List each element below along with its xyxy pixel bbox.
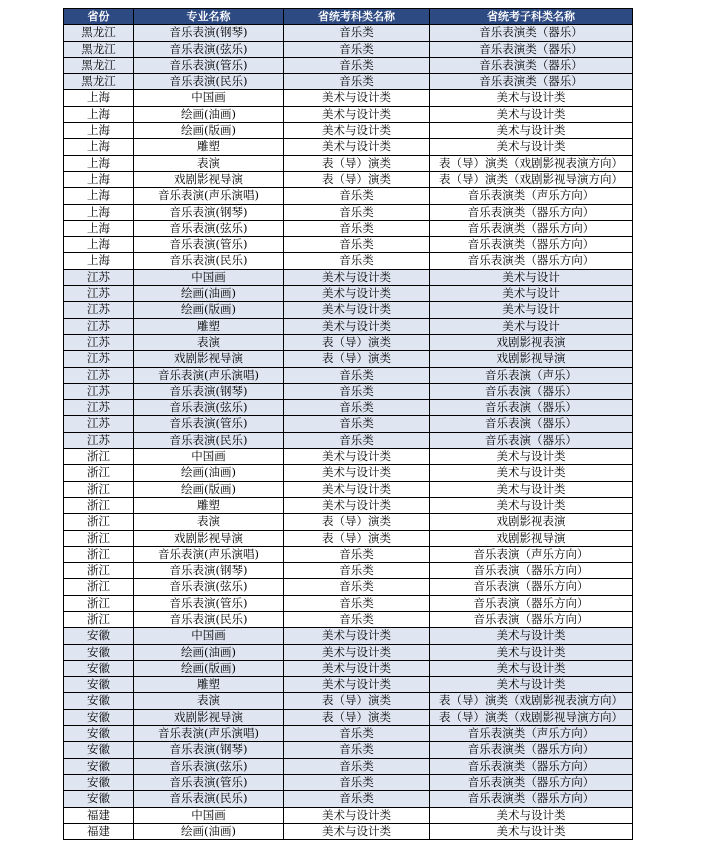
cell-exam-subcategory[interactable]: 美术与设计类 [430,497,633,513]
cell-exam-category[interactable]: 音乐类 [284,546,430,562]
cell-major[interactable]: 雕塑 [134,318,284,334]
table-row [64,563,633,579]
cell-major[interactable]: 音乐表演(声乐演唱) [134,367,284,383]
cell-major[interactable]: 绘画(油画) [134,106,284,122]
cell-exam-subcategory[interactable]: 美术与设计类 [430,139,633,155]
cell-major[interactable]: 音乐表演(声乐演唱) [134,546,284,562]
cell-exam-subcategory[interactable]: 美术与设计类 [430,677,633,693]
cell-exam-subcategory[interactable]: 音乐表演类（器乐方向） [430,758,633,774]
table-row [64,726,633,742]
cell-exam-category[interactable]: 美术与设计类 [284,318,430,334]
cell-province[interactable]: 黑龙江 [64,74,134,90]
cell-exam-subcategory[interactable]: 美术与设计类 [430,644,633,660]
header-row [64,9,633,25]
cell-exam-subcategory[interactable]: 音乐表演类（器乐） [430,41,633,57]
table-row [64,139,633,155]
cell-province[interactable]: 浙江 [64,497,134,513]
cell-exam-category[interactable]: 美术与设计类 [284,481,430,497]
table-row [64,171,633,187]
cell-major[interactable]: 绘画(版画) [134,660,284,676]
cell-province[interactable]: 江苏 [64,383,134,399]
table-row [64,546,633,562]
cell-exam-category[interactable]: 美术与设计类 [284,465,430,481]
cell-exam-category[interactable]: 音乐类 [284,41,430,57]
header-major[interactable]: 专业名称 [134,9,284,25]
table-row [64,351,633,367]
cell-exam-category[interactable]: 音乐类 [284,416,430,432]
cell-exam-subcategory[interactable]: 表（导）演类（戏剧影视表演方向） [430,155,633,171]
cell-exam-subcategory[interactable]: 戏剧影视表演 [430,334,633,350]
table-row [64,758,633,774]
cell-exam-category[interactable]: 美术与设计类 [284,823,430,839]
cell-major[interactable]: 绘画(油画) [134,823,284,839]
cell-exam-category[interactable]: 表（导）演类 [284,334,430,350]
cell-province[interactable]: 浙江 [64,514,134,530]
table-row [64,269,633,285]
cell-exam-subcategory[interactable]: 音乐表演（器乐） [430,400,633,416]
table-row [64,709,633,725]
cell-province[interactable]: 浙江 [64,611,134,627]
cell-major[interactable]: 表演 [134,155,284,171]
cell-major[interactable]: 表演 [134,693,284,709]
cell-exam-category[interactable]: 表（导）演类 [284,351,430,367]
cell-province[interactable]: 浙江 [64,546,134,562]
spreadsheet-table [63,8,633,840]
cell-exam-subcategory[interactable]: 美术与设计类 [430,660,633,676]
cell-exam-category[interactable]: 音乐类 [284,188,430,204]
cell-exam-subcategory[interactable]: 音乐表演类（器乐方向） [430,742,633,758]
cell-exam-subcategory[interactable]: 表（导）演类（戏剧影视导演方向） [430,171,633,187]
cell-exam-category[interactable]: 音乐类 [284,758,430,774]
cell-exam-subcategory[interactable]: 音乐表演（器乐方向） [430,579,633,595]
cell-major[interactable]: 音乐表演(钢琴) [134,25,284,41]
table-row [64,660,633,676]
cell-exam-subcategory[interactable]: 音乐表演（声乐方向） [430,546,633,562]
cell-exam-category[interactable]: 美术与设计类 [284,497,430,513]
cell-exam-subcategory[interactable]: 音乐表演（器乐方向） [430,611,633,627]
table-row [64,514,633,530]
cell-major[interactable]: 音乐表演(弦乐) [134,579,284,595]
cell-province[interactable]: 安徽 [64,774,134,790]
cell-major[interactable]: 雕塑 [134,139,284,155]
cell-exam-category[interactable]: 音乐类 [284,400,430,416]
cell-major[interactable]: 戏剧影视导演 [134,530,284,546]
cell-exam-subcategory[interactable]: 音乐表演类（器乐方向） [430,220,633,236]
cell-exam-category[interactable]: 表（导）演类 [284,171,430,187]
table-row [64,123,633,139]
cell-major[interactable]: 绘画(油画) [134,644,284,660]
table-row [64,628,633,644]
cell-major[interactable]: 音乐表演(民乐) [134,74,284,90]
cell-province[interactable]: 黑龙江 [64,57,134,73]
cell-exam-category[interactable]: 表（导）演类 [284,693,430,709]
cell-major[interactable]: 绘画(版画) [134,481,284,497]
cell-exam-category[interactable]: 音乐类 [284,726,430,742]
cell-province[interactable]: 江苏 [64,367,134,383]
cell-exam-subcategory[interactable]: 音乐表演类（器乐） [430,74,633,90]
table-row [64,807,633,823]
cell-exam-subcategory[interactable]: 音乐表演类（器乐） [430,25,633,41]
cell-province[interactable]: 上海 [64,171,134,187]
cell-exam-category[interactable]: 音乐类 [284,563,430,579]
cell-province[interactable]: 江苏 [64,351,134,367]
cell-major[interactable]: 音乐表演(民乐) [134,611,284,627]
cell-exam-category[interactable]: 美术与设计类 [284,644,430,660]
cell-exam-subcategory[interactable]: 音乐表演类（声乐方向） [430,726,633,742]
cell-province[interactable]: 江苏 [64,302,134,318]
cell-major[interactable]: 音乐表演(民乐) [134,432,284,448]
table-row [64,204,633,220]
cell-exam-category[interactable]: 美术与设计类 [284,139,430,155]
table-row [64,334,633,350]
cell-exam-category[interactable]: 表（导）演类 [284,530,430,546]
cell-major[interactable]: 音乐表演(弦乐) [134,41,284,57]
cell-province[interactable]: 江苏 [64,334,134,350]
table-row [64,41,633,57]
cell-major[interactable]: 雕塑 [134,497,284,513]
table-row [64,106,633,122]
cell-exam-subcategory[interactable]: 美术与设计类 [430,823,633,839]
table-row [64,677,633,693]
cell-major[interactable]: 音乐表演(钢琴) [134,563,284,579]
cell-major[interactable]: 戏剧影视导演 [134,351,284,367]
cell-exam-subcategory[interactable]: 美术与设计类 [430,628,633,644]
cell-exam-category[interactable]: 音乐类 [284,742,430,758]
cell-major[interactable]: 音乐表演(管乐) [134,416,284,432]
table-row [64,253,633,269]
table-row [64,74,633,90]
cell-exam-category[interactable]: 音乐类 [284,579,430,595]
cell-province[interactable]: 江苏 [64,286,134,302]
table-row [64,220,633,236]
table-row [64,57,633,73]
cell-exam-category[interactable]: 音乐类 [284,25,430,41]
cell-exam-category[interactable]: 音乐类 [284,383,430,399]
cell-major[interactable]: 戏剧影视导演 [134,709,284,725]
cell-province[interactable]: 上海 [64,253,134,269]
cell-exam-category[interactable]: 美术与设计类 [284,106,430,122]
cell-exam-subcategory[interactable]: 表（导）演类（戏剧影视导演方向） [430,709,633,725]
cell-major[interactable]: 中国画 [134,90,284,106]
cell-exam-subcategory[interactable]: 表（导）演类（戏剧影视表演方向） [430,693,633,709]
cell-major[interactable]: 中国画 [134,449,284,465]
cell-exam-category[interactable]: 美术与设计类 [284,677,430,693]
cell-major[interactable]: 绘画(版画) [134,302,284,318]
cell-province[interactable]: 上海 [64,155,134,171]
cell-exam-category[interactable]: 音乐类 [284,774,430,790]
cell-major[interactable]: 音乐表演(管乐) [134,57,284,73]
cell-exam-subcategory[interactable]: 美术与设计 [430,302,633,318]
table-row [64,693,633,709]
cell-major[interactable]: 绘画(版画) [134,123,284,139]
cell-exam-category[interactable]: 表（导）演类 [284,155,430,171]
table-row [64,611,633,627]
cell-major[interactable]: 音乐表演(管乐) [134,595,284,611]
cell-exam-subcategory[interactable]: 美术与设计类 [430,465,633,481]
cell-province[interactable]: 安徽 [64,660,134,676]
cell-exam-category[interactable]: 表（导）演类 [284,709,430,725]
cell-exam-category[interactable]: 音乐类 [284,204,430,220]
cell-exam-category[interactable]: 音乐类 [284,432,430,448]
table-row [64,286,633,302]
table-row [64,90,633,106]
cell-major[interactable]: 音乐表演(声乐演唱) [134,726,284,742]
table-row [64,155,633,171]
table-row [64,416,633,432]
cell-exam-subcategory[interactable]: 美术与设计 [430,286,633,302]
cell-province[interactable]: 浙江 [64,563,134,579]
cell-exam-subcategory[interactable]: 音乐表演类（器乐方向） [430,204,633,220]
cell-major[interactable]: 音乐表演(弦乐) [134,220,284,236]
header-exam-category[interactable]: 省统考科类名称 [284,9,430,25]
cell-province[interactable]: 安徽 [64,693,134,709]
table-row [64,742,633,758]
header-exam-subcategory[interactable]: 省统考子科类名称 [430,9,633,25]
cell-exam-subcategory[interactable]: 美术与设计类 [430,106,633,122]
cell-province[interactable]: 浙江 [64,481,134,497]
cell-province[interactable]: 浙江 [64,449,134,465]
cell-exam-category[interactable]: 美术与设计类 [284,302,430,318]
header-province[interactable]: 省份 [64,9,134,25]
cell-province[interactable]: 安徽 [64,644,134,660]
cell-major[interactable]: 绘画(油画) [134,465,284,481]
cell-province[interactable]: 上海 [64,204,134,220]
cell-province[interactable]: 浙江 [64,530,134,546]
cell-major[interactable]: 中国画 [134,807,284,823]
cell-province[interactable]: 浙江 [64,465,134,481]
cell-exam-subcategory[interactable]: 音乐表演（器乐） [430,432,633,448]
cell-major[interactable]: 雕塑 [134,677,284,693]
table-row [64,302,633,318]
cell-exam-subcategory[interactable]: 音乐表演（器乐方向） [430,563,633,579]
table-row [64,400,633,416]
table-row [64,465,633,481]
cell-major[interactable]: 音乐表演(弦乐) [134,400,284,416]
cell-exam-subcategory[interactable]: 音乐表演类（器乐方向） [430,253,633,269]
cell-major[interactable]: 音乐表演(钢琴) [134,204,284,220]
cell-province[interactable]: 安徽 [64,791,134,807]
cell-exam-category[interactable]: 音乐类 [284,220,430,236]
cell-province[interactable]: 上海 [64,237,134,253]
cell-province[interactable]: 浙江 [64,579,134,595]
cell-exam-category[interactable]: 美术与设计类 [284,286,430,302]
cell-exam-category[interactable]: 音乐类 [284,611,430,627]
table-row [64,237,633,253]
cell-exam-category[interactable]: 美术与设计类 [284,660,430,676]
table-row [64,481,633,497]
cell-exam-subcategory[interactable]: 美术与设计类 [430,481,633,497]
cell-province[interactable]: 上海 [64,188,134,204]
cell-exam-category[interactable]: 音乐类 [284,791,430,807]
cell-exam-category[interactable]: 音乐类 [284,74,430,90]
cell-province[interactable]: 安徽 [64,742,134,758]
cell-exam-subcategory[interactable]: 戏剧影视导演 [430,351,633,367]
table-row [64,644,633,660]
cell-major[interactable]: 表演 [134,514,284,530]
cell-province[interactable]: 江苏 [64,269,134,285]
cell-exam-subcategory[interactable]: 音乐表演类（器乐方向） [430,791,633,807]
cell-exam-subcategory[interactable]: 音乐表演（器乐方向） [430,595,633,611]
cell-exam-subcategory[interactable]: 音乐表演类（器乐） [430,57,633,73]
cell-exam-subcategory[interactable]: 戏剧影视表演 [430,514,633,530]
cell-province[interactable]: 浙江 [64,595,134,611]
cell-exam-category[interactable]: 音乐类 [284,595,430,611]
table-row [64,318,633,334]
table-row [64,791,633,807]
cell-province[interactable]: 江苏 [64,318,134,334]
cell-exam-category[interactable]: 表（导）演类 [284,514,430,530]
cell-major[interactable]: 音乐表演(钢琴) [134,742,284,758]
cell-exam-subcategory[interactable]: 美术与设计 [430,269,633,285]
cell-exam-category[interactable]: 美术与设计类 [284,269,430,285]
table-row [64,367,633,383]
cell-exam-subcategory[interactable]: 美术与设计类 [430,449,633,465]
cell-province[interactable]: 上海 [64,123,134,139]
cell-province[interactable]: 上海 [64,220,134,236]
cell-exam-subcategory[interactable]: 音乐表演类（器乐方向） [430,774,633,790]
cell-province[interactable]: 福建 [64,807,134,823]
cell-province[interactable]: 江苏 [64,432,134,448]
table-row [64,823,633,839]
cell-major[interactable]: 中国画 [134,269,284,285]
cell-major[interactable]: 音乐表演(民乐) [134,791,284,807]
cell-exam-category[interactable]: 音乐类 [284,57,430,73]
cell-province[interactable]: 黑龙江 [64,25,134,41]
cell-province[interactable]: 安徽 [64,677,134,693]
cell-exam-category[interactable]: 美术与设计类 [284,449,430,465]
cell-exam-category[interactable]: 音乐类 [284,237,430,253]
cell-exam-subcategory[interactable]: 戏剧影视导演 [430,530,633,546]
cell-exam-category[interactable]: 音乐类 [284,253,430,269]
cell-exam-subcategory[interactable]: 美术与设计 [430,318,633,334]
cell-major[interactable]: 绘画(油画) [134,286,284,302]
table-row [64,774,633,790]
table-row [64,497,633,513]
cell-province[interactable]: 上海 [64,106,134,122]
cell-province[interactable]: 上海 [64,90,134,106]
cell-province[interactable]: 上海 [64,139,134,155]
cell-exam-subcategory[interactable]: 美术与设计类 [430,123,633,139]
cell-major[interactable]: 音乐表演(管乐) [134,774,284,790]
table-row [64,25,633,41]
cell-province[interactable]: 黑龙江 [64,41,134,57]
cell-exam-category[interactable]: 音乐类 [284,367,430,383]
cell-exam-subcategory[interactable]: 音乐表演类（声乐方向） [430,188,633,204]
cell-exam-subcategory[interactable]: 音乐表演（器乐） [430,416,633,432]
table-row [64,188,633,204]
cell-exam-subcategory[interactable]: 美术与设计类 [430,807,633,823]
cell-province[interactable]: 江苏 [64,400,134,416]
cell-province[interactable]: 福建 [64,823,134,839]
cell-major[interactable]: 戏剧影视导演 [134,171,284,187]
table-row [64,579,633,595]
cell-major[interactable]: 音乐表演(声乐演唱) [134,188,284,204]
cell-exam-subcategory[interactable]: 音乐表演（器乐） [430,383,633,399]
table-row [64,449,633,465]
cell-province[interactable]: 安徽 [64,628,134,644]
cell-major[interactable]: 音乐表演(钢琴) [134,383,284,399]
cell-exam-category[interactable]: 美术与设计类 [284,807,430,823]
cell-province[interactable]: 江苏 [64,416,134,432]
cell-exam-subcategory[interactable]: 音乐表演类（器乐方向） [430,237,633,253]
cell-exam-subcategory[interactable]: 音乐表演（声乐） [430,367,633,383]
table-row [64,432,633,448]
cell-major[interactable]: 音乐表演(弦乐) [134,758,284,774]
cell-province[interactable]: 安徽 [64,726,134,742]
cell-province[interactable]: 安徽 [64,758,134,774]
table-row [64,595,633,611]
table-row [64,383,633,399]
cell-major[interactable]: 音乐表演(管乐) [134,237,284,253]
cell-exam-category[interactable]: 美术与设计类 [284,123,430,139]
cell-major[interactable]: 表演 [134,334,284,350]
cell-exam-subcategory[interactable]: 美术与设计类 [430,90,633,106]
cell-exam-category[interactable]: 美术与设计类 [284,628,430,644]
cell-major[interactable]: 中国画 [134,628,284,644]
table-row [64,530,633,546]
cell-exam-category[interactable]: 美术与设计类 [284,90,430,106]
cell-province[interactable]: 安徽 [64,709,134,725]
cell-major[interactable]: 音乐表演(民乐) [134,253,284,269]
